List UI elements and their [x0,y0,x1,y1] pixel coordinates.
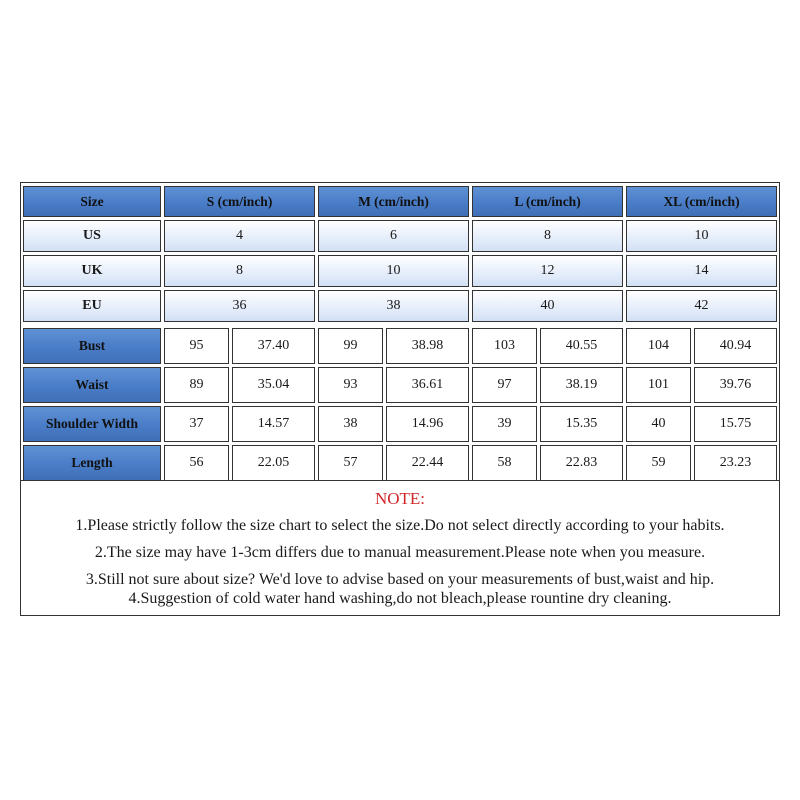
measure-inch-cell: 38.98 [386,328,469,364]
region-size-cell: 4 [164,220,315,252]
row-label-length: Length [23,445,161,481]
region-size-cell: 6 [318,220,469,252]
measure-inch-cell: 40.94 [694,328,777,364]
measure-cm-cell: 99 [318,328,383,364]
row-label-shoulder-width: Shoulder Width [23,406,161,442]
measure-cm-cell: 97 [472,367,537,403]
measure-inch-cell: 37.40 [232,328,315,364]
header-column-0: S (cm/inch) [164,186,315,217]
measure-cm-cell: 58 [472,445,537,481]
measure-inch-cell: 22.05 [232,445,315,481]
measure-cm-cell: 89 [164,367,229,403]
measure-inch-cell: 22.83 [540,445,623,481]
measure-inch-cell: 38.19 [540,367,623,403]
measure-inch-cell: 35.04 [232,367,315,403]
measure-inch-cell: 39.76 [694,367,777,403]
region-size-cell: 10 [626,220,777,252]
header-column-1: M (cm/inch) [318,186,469,217]
region-size-cell: 38 [318,290,469,322]
measure-inch-cell: 14.57 [232,406,315,442]
region-size-cell: 8 [164,255,315,287]
measure-inch-cell: 23.23 [694,445,777,481]
measure-inch-cell: 14.96 [386,406,469,442]
measure-cm-cell: 57 [318,445,383,481]
note-line-2: 2.The size may have 1-3cm differs due to manual measurement.Please note when you measure. [94,544,706,561]
measure-inch-cell: 22.44 [386,445,469,481]
measure-inch-cell: 15.75 [694,406,777,442]
measure-cm-cell: 56 [164,445,229,481]
region-size-cell: 10 [318,255,469,287]
note-line-4: 4.Suggestion of cold water hand washing,do not bleach,please rountine dry cleaning. [128,590,672,607]
region-size-cell: 14 [626,255,777,287]
note-title: NOTE: [374,489,426,508]
region-size-cell: 42 [626,290,777,322]
measure-inch-cell: 40.55 [540,328,623,364]
measure-cm-cell: 39 [472,406,537,442]
measure-cm-cell: 95 [164,328,229,364]
row-label-eu: EU [23,290,161,322]
row-label-waist: Waist [23,367,161,403]
row-label-us: US [23,220,161,252]
region-size-cell: 12 [472,255,623,287]
measure-cm-cell: 38 [318,406,383,442]
row-label-uk: UK [23,255,161,287]
row-label-bust: Bust [23,328,161,364]
region-size-cell: 40 [472,290,623,322]
measure-cm-cell: 101 [626,367,691,403]
note-line-3: 3.Still not sure about size? We'd love to advise based on your measurements of bust,waist and hip. [85,571,715,588]
note-line-1: 1.Please strictly follow the size chart to select the size.Do not select directly according to your habits. [75,517,725,534]
header-column-3: XL (cm/inch) [626,186,777,217]
region-size-cell: 36 [164,290,315,322]
measure-inch-cell: 15.35 [540,406,623,442]
region-size-cell: 8 [472,220,623,252]
measure-inch-cell: 36.61 [386,367,469,403]
measure-cm-cell: 37 [164,406,229,442]
notes-box [20,480,780,616]
measure-cm-cell: 103 [472,328,537,364]
header-size-label: Size [23,186,161,217]
measure-cm-cell: 59 [626,445,691,481]
measure-cm-cell: 93 [318,367,383,403]
header-column-2: L (cm/inch) [472,186,623,217]
measure-cm-cell: 104 [626,328,691,364]
measure-cm-cell: 40 [626,406,691,442]
